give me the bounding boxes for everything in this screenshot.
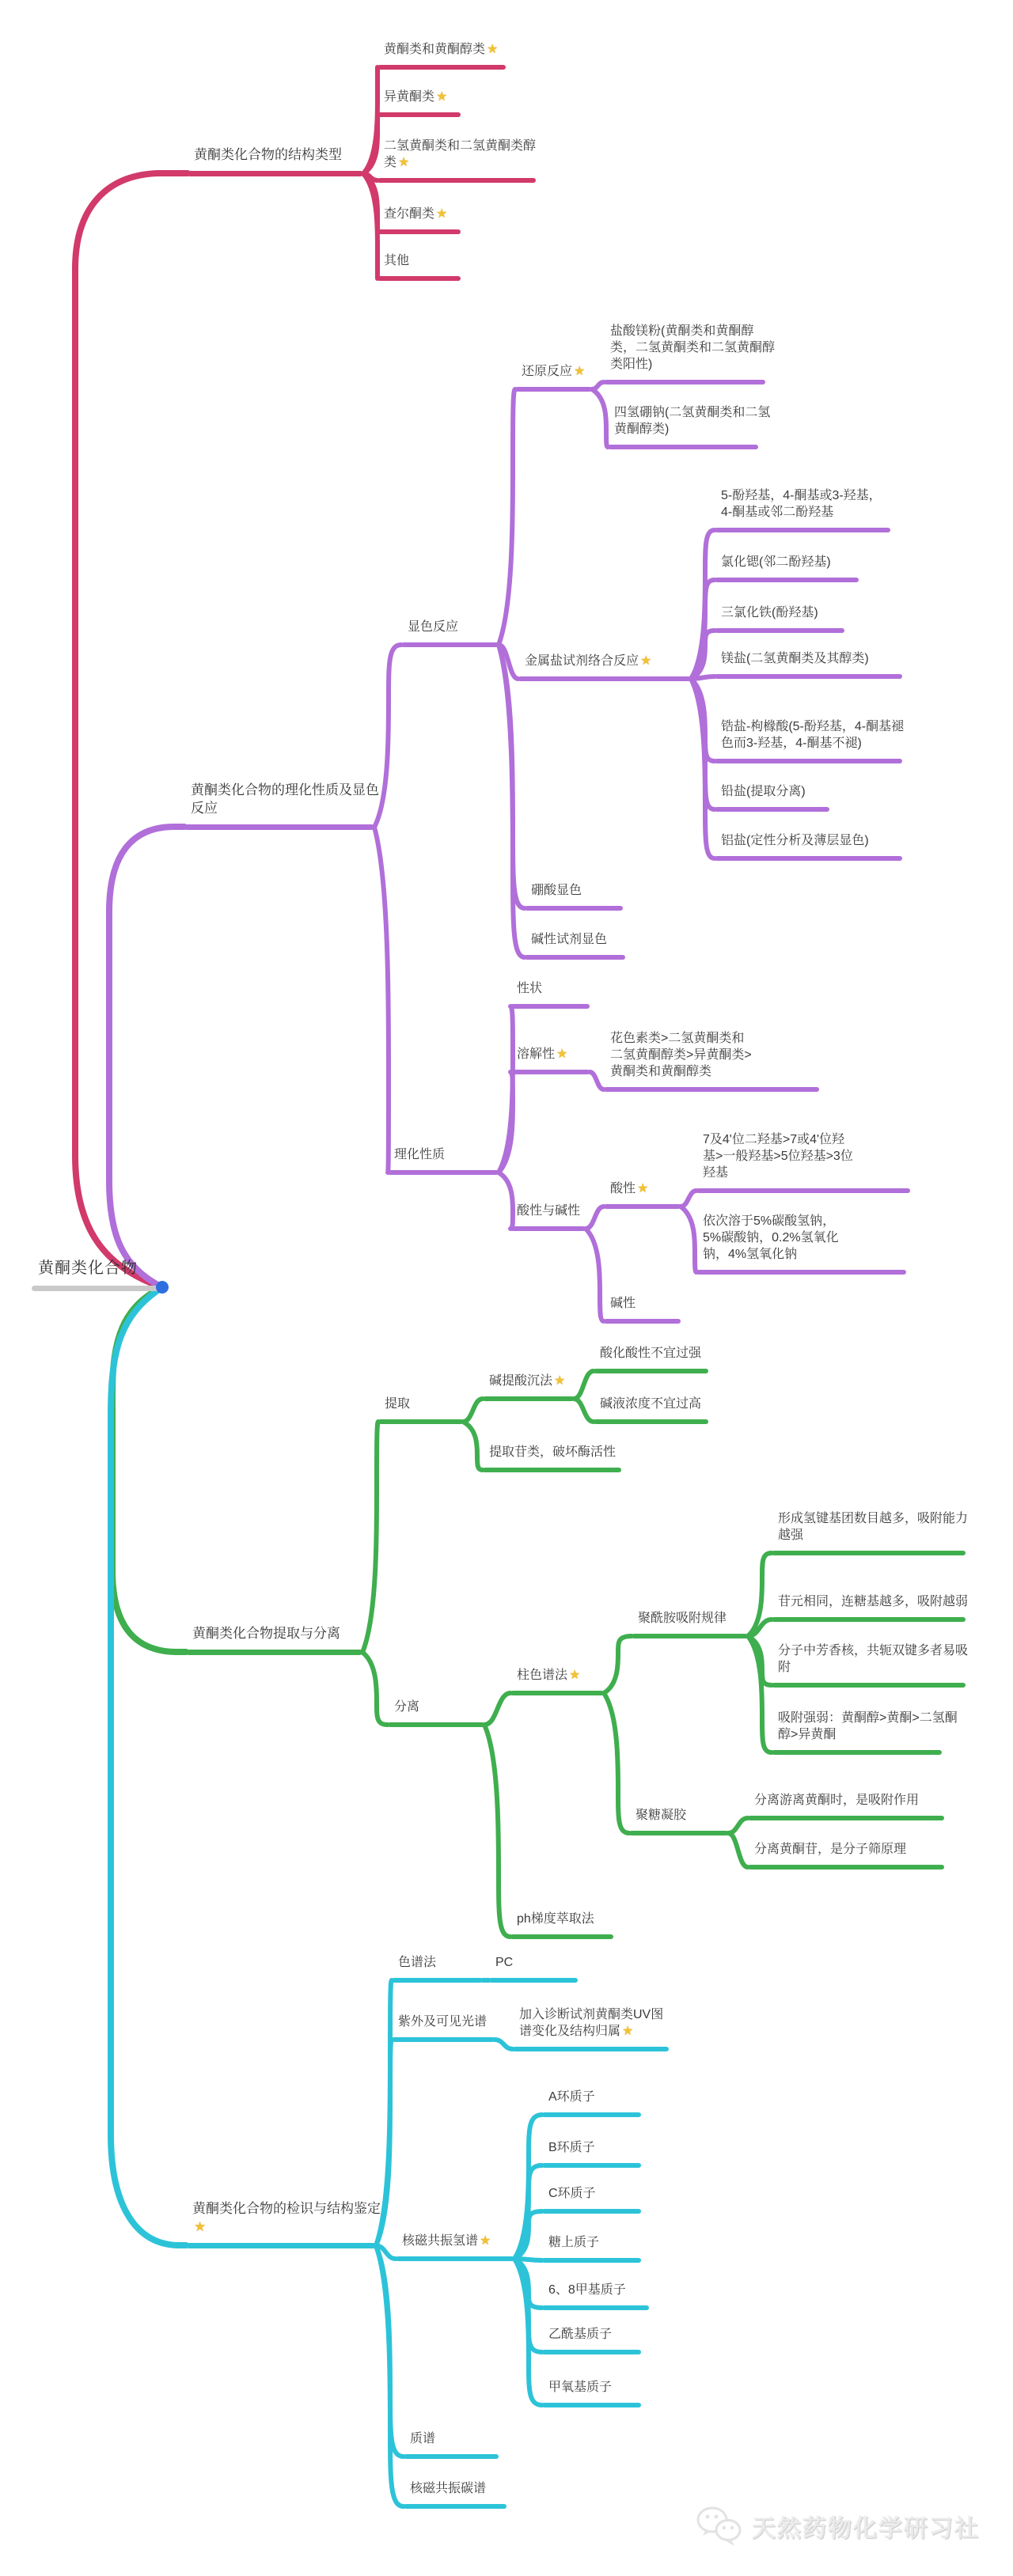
node-label: A环质子 (548, 2089, 595, 2104)
node-label-wrap (517, 1911, 596, 1927)
root-junction-dot[interactable] (156, 1281, 169, 1294)
node-label-wrap (385, 1396, 412, 1412)
node-label-wrap (600, 1345, 703, 1362)
branch-line (696, 1188, 910, 1193)
node-label-wrap (778, 1510, 968, 1544)
node-label: 镁盐(二氢黄酮类及其醇类) (721, 651, 869, 665)
branch-line (542, 2305, 649, 2310)
node-label-wrap (384, 41, 498, 58)
star-icon: ★ (436, 206, 448, 221)
branch-line (510, 1226, 586, 1231)
branch-line (629, 1831, 728, 1835)
node-label: 黄酮类化合物提取与分离 (192, 1625, 340, 1641)
branch-line (186, 1650, 362, 1655)
node-label: B环质子 (548, 2140, 595, 2154)
node-label: 硼酸显色 (531, 883, 582, 897)
branch-line (378, 178, 536, 183)
node-label-wrap (721, 487, 891, 521)
branch-line (510, 1934, 613, 1939)
node-label-wrap (531, 882, 583, 899)
node-label-wrap (548, 2234, 601, 2251)
node-label-wrap (754, 1841, 908, 1858)
node-label-wrap (495, 1954, 514, 1971)
node-label: 三氯化铁(酚羟基) (721, 605, 818, 619)
branch-line (542, 2258, 641, 2263)
branch-line (404, 2454, 499, 2459)
node-label: 分离黄酮苷，是分子筛原理 (754, 1842, 907, 1856)
node-label: 聚酰胺吸附规律 (638, 1611, 727, 1625)
node-label: 紫外及可见光谱 (398, 2014, 488, 2029)
star-icon: ★ (556, 1047, 568, 1061)
node-label-wrap (721, 604, 820, 621)
node-label-wrap (517, 980, 544, 997)
node-label: 形成氢键基团数目越多，吸附能力越强 (778, 1511, 969, 1542)
node-label: 提取 (385, 1396, 411, 1411)
branch-line (510, 1070, 590, 1074)
node-label-wrap (548, 2326, 613, 2343)
branch-line (632, 1634, 748, 1638)
branch-line (32, 1286, 162, 1291)
node-label: 铝盐(定性分析及薄层显色) (721, 833, 869, 847)
node-label-wrap (778, 1710, 960, 1743)
node-label: 溶解性 (517, 1047, 556, 1061)
branch-line (510, 1691, 604, 1695)
branch-line (542, 2209, 641, 2214)
branch-line (604, 1087, 819, 1092)
node-label-wrap (394, 1146, 446, 1163)
node-label: 乙酰基质子 (548, 2327, 613, 2341)
node-label: 酸化酸性不宜过强 (600, 1346, 702, 1360)
branch-line (604, 380, 765, 385)
node-label-wrap (754, 1792, 944, 1809)
node-label: 碱性 (610, 1296, 636, 1310)
branch-line (396, 2256, 514, 2261)
star-icon: ★ (622, 2024, 634, 2038)
node-label-wrap (638, 1610, 728, 1627)
branch-line (388, 1170, 499, 1175)
node-label: 依次溶于5%碳酸氢钠，5%碳酸钠，0.2%氢氧化钠，4%氢氧化钠 (703, 1214, 839, 1261)
branch-line (378, 276, 461, 281)
branch-line (392, 1978, 483, 1983)
node-label: 黄酮类和黄酮醇类 (384, 42, 486, 56)
node-label: 7及4'位二羟基>7或4'位羟基>一般羟基>5位羟基>3位羟基 (703, 1132, 853, 1180)
star-icon: ★ (480, 2233, 491, 2248)
node-label-wrap (402, 2233, 491, 2249)
star-icon: ★ (436, 89, 448, 104)
branch-line (748, 1816, 944, 1820)
branch-line (184, 824, 374, 830)
branch-line (715, 807, 829, 812)
node-label-wrap (522, 363, 585, 380)
branch-line (378, 65, 506, 70)
branch-line (715, 578, 859, 582)
node-label: 查尔酮类 (384, 206, 435, 221)
node-label: 黄酮类化合物 (38, 1259, 138, 1277)
node-label-wrap (635, 1807, 688, 1824)
branch-line (378, 112, 461, 117)
node-label: 锆盐-枸橼酸(5-酚羟基，4-酮基褪色而3-羟基，4-酮基不褪) (721, 719, 905, 750)
star-icon: ★ (554, 1373, 566, 1388)
watermark-text: 天然药物化学研习社 (752, 2516, 980, 2542)
node-label: PC (495, 1955, 514, 1969)
branch-line (604, 1319, 681, 1324)
node-label: 酸性与碱性 (517, 1203, 581, 1218)
branch-line (188, 171, 363, 176)
node-label: 酸性 (610, 1181, 636, 1195)
node-label: 花色素类>二氢黄酮类和二氢黄酮醇类>异黄酮类>黄酮类和黄酮醇类 (610, 1031, 752, 1078)
branch-line (404, 2504, 506, 2509)
star-icon: ★ (637, 1181, 649, 1195)
branch-line (513, 2047, 669, 2051)
node-label: 碱性试剂显色 (531, 932, 608, 946)
branch-line (510, 1004, 590, 1009)
node-label-wrap (703, 1131, 853, 1181)
node-label-wrap (548, 2282, 628, 2298)
node-label: 二氢黄酮类和二氢黄酮类醇类 (384, 138, 537, 169)
star-icon: ★ (574, 364, 586, 378)
node-label: 还原反应 (522, 364, 573, 378)
node-label: 异黄酮类 (384, 89, 435, 104)
node-label-wrap (398, 1954, 438, 1971)
node-label: 提取苷类，破坏酶活性 (489, 1445, 617, 1459)
branch-line (489, 1978, 578, 1983)
node-label-wrap (548, 2379, 613, 2396)
node-label: 加入诊断试剂黄酮类UV图谱变化及结构归属 (519, 2007, 664, 2038)
wechat-bubbles-icon (695, 2504, 744, 2548)
node-label-wrap (703, 1213, 845, 1263)
node-label-wrap (610, 1030, 753, 1080)
node-label: 黄酮类化合物的检识与结构鉴定 (192, 2201, 381, 2217)
branch-line (401, 642, 499, 647)
branch-line (715, 674, 902, 679)
node-label-wrap (38, 1258, 139, 1279)
node-label-wrap (191, 782, 385, 817)
node-label-wrap (517, 1667, 580, 1684)
branch-line (772, 1683, 966, 1688)
node-label-wrap (525, 653, 651, 669)
node-label: 色谱法 (398, 1955, 437, 1969)
star-icon: ★ (398, 155, 410, 169)
node-label-wrap (721, 650, 871, 667)
node-label: 理化性质 (394, 1147, 446, 1161)
node-label-wrap (410, 2480, 488, 2497)
node-label: 甲氧基质子 (548, 2380, 613, 2394)
node-label: 质谱 (410, 2431, 436, 2445)
node-label: 性状 (517, 981, 543, 995)
node-label-wrap (192, 2200, 382, 2236)
branch-line (388, 1722, 484, 1727)
node-label: 金属盐试剂络合反应 (525, 653, 639, 668)
branch-line (772, 1551, 966, 1555)
node-label: 显色反应 (408, 619, 459, 634)
node-label: 分离游离黄酮时，是吸附作用 (754, 1793, 920, 1807)
node-label-wrap (548, 2139, 597, 2156)
node-label-wrap (519, 2006, 666, 2040)
branch-line (594, 1419, 708, 1424)
node-label-wrap (778, 1642, 968, 1676)
watermark (695, 2504, 980, 2548)
branch-line (542, 2163, 641, 2168)
node-label: 分离 (394, 1699, 420, 1714)
node-label: 核磁共振氢谱 (402, 2233, 479, 2248)
node-label-wrap (194, 146, 343, 164)
node-label-wrap (384, 89, 447, 105)
node-label-wrap (778, 1593, 968, 1610)
node-label-wrap (384, 252, 411, 269)
node-label: 黄酮类化合物的结构类型 (194, 146, 342, 162)
node-label: 糖上质子 (548, 2235, 600, 2249)
node-label: 核磁共振碳谱 (410, 2481, 487, 2495)
node-label-wrap (394, 1699, 421, 1715)
branch-line (748, 1865, 944, 1869)
branch-line (696, 1270, 906, 1275)
node-label: 盐酸镁粉(黄酮类和黄酮醇类，二氢黄酮类和二氢黄酮醇类阳性) (610, 324, 776, 371)
node-label: 分子中芳香核，共轭双键多者易吸附 (778, 1643, 969, 1674)
branch-line (392, 2037, 495, 2042)
node-label-wrap (721, 783, 807, 800)
star-icon: ★ (487, 42, 499, 56)
node-label: 黄酮类化合物的理化性质及显色反应 (191, 782, 379, 816)
node-label-wrap (192, 1625, 342, 1642)
branch-line (542, 2403, 641, 2407)
node-label-wrap (610, 323, 778, 373)
node-label: 铅盐(提取分离) (721, 784, 806, 798)
branch-line (772, 1617, 966, 1622)
branch-line (525, 906, 623, 911)
node-label: C环质子 (548, 2186, 596, 2200)
branch-line (608, 445, 758, 449)
node-label-wrap (600, 1396, 703, 1412)
node-label: 吸附强弱：黄酮醇>黄酮>二氢酮醇>异黄酮 (778, 1710, 958, 1741)
branch-line (483, 1468, 621, 1472)
branch-line (483, 1396, 574, 1401)
node-label-wrap (548, 2185, 598, 2202)
branch-line (525, 955, 625, 960)
node-label: 聚糖凝胶 (635, 1808, 687, 1822)
node-label-wrap (384, 138, 546, 171)
node-label: 苷元相同，连糖基越多，吸附越弱 (778, 1594, 969, 1608)
node-label: 碱液浓度不宜过高 (600, 1396, 702, 1411)
branch-line (378, 1419, 463, 1424)
node-label: 柱色谱法 (517, 1668, 568, 1682)
branch-line (378, 229, 461, 234)
node-label-wrap (408, 619, 460, 635)
star-icon: ★ (569, 1668, 581, 1682)
branch-line (715, 628, 844, 633)
branch-line (518, 676, 691, 681)
node-label-wrap (410, 2430, 437, 2447)
node-label-wrap (489, 1444, 617, 1460)
node-label: 5-酚羟基，4-酮基或3-羟基，4-酮基或邻二酚羟基 (721, 488, 882, 519)
node-label: ph梯度萃取法 (517, 1911, 594, 1926)
branch-line (715, 856, 902, 861)
branch-line (604, 1204, 681, 1209)
node-label: 6、8甲基质子 (548, 2282, 626, 2297)
branch-line (594, 1369, 708, 1373)
node-label-wrap (531, 931, 609, 948)
branch-line (542, 2112, 641, 2117)
node-label-wrap (610, 1180, 648, 1197)
node-label-wrap (548, 2089, 597, 2105)
node-label: 其他 (384, 253, 410, 267)
branch-line (515, 387, 592, 392)
node-label-wrap (721, 832, 871, 849)
node-label-wrap (610, 1295, 637, 1312)
branch-line (772, 1750, 942, 1755)
branch-line (715, 759, 902, 763)
node-label-wrap (721, 554, 833, 570)
node-label: 氯化锶(邻二酚羟基) (721, 555, 831, 569)
node-label-wrap (398, 2013, 488, 2030)
node-label-wrap (517, 1046, 567, 1063)
node-label: 碱提酸沉法 (489, 1373, 553, 1388)
node-label-wrap (384, 206, 447, 222)
branch-line (186, 2243, 376, 2248)
branch-line (542, 2350, 641, 2354)
branch-line (715, 528, 890, 532)
node-label: 四氢硼钠(二氢黄酮类和二氢黄酮醇类) (614, 405, 771, 436)
node-label-wrap (614, 404, 772, 438)
node-label-wrap (517, 1203, 582, 1219)
star-icon: ★ (194, 2218, 207, 2234)
node-label-wrap (489, 1373, 565, 1389)
node-label-wrap (721, 718, 915, 752)
star-icon: ★ (640, 653, 652, 668)
